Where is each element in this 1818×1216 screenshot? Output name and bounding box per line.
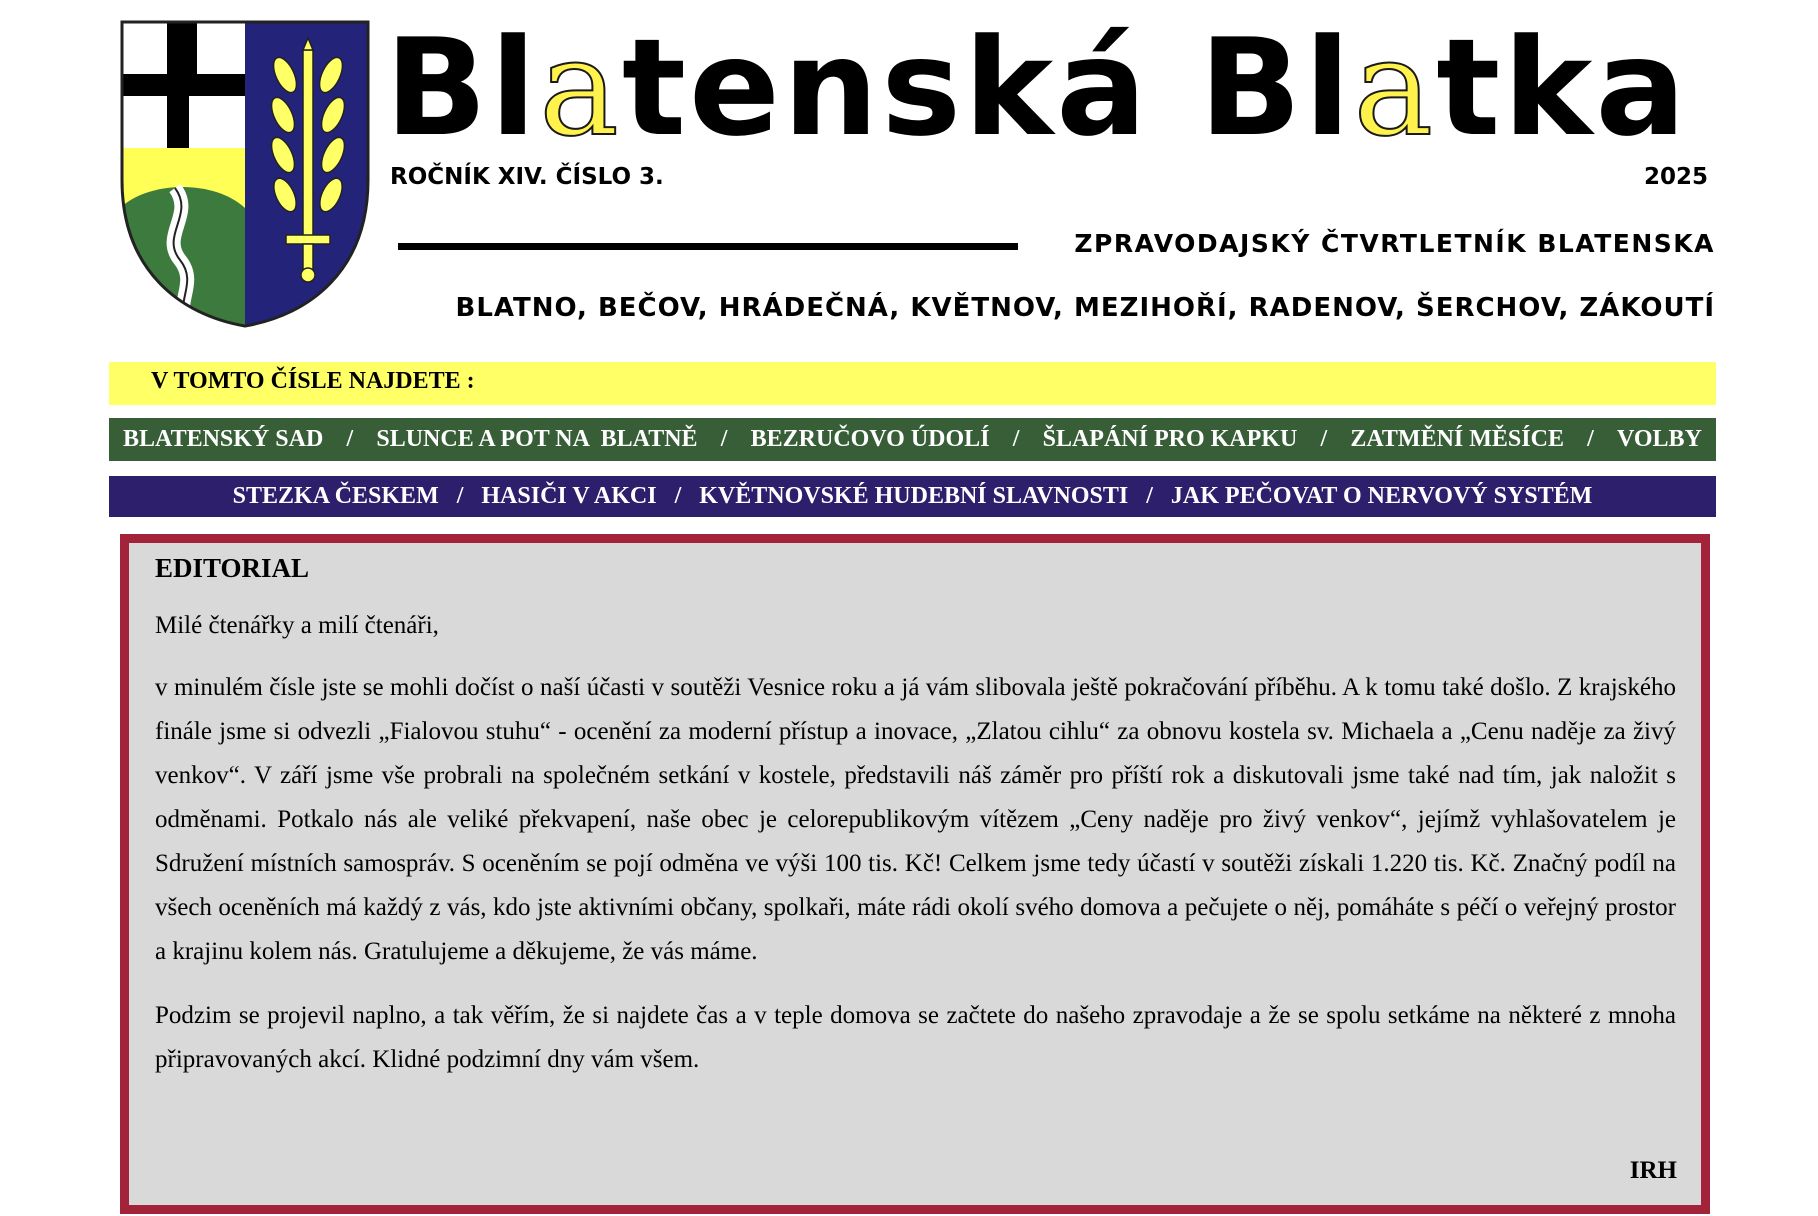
- issue-year: 2025: [1643, 164, 1708, 190]
- contents-label: V TOMTO ČÍSLE NAJDETE :: [151, 368, 475, 394]
- contents-item[interactable]: ZATMĚNÍ MĚSÍCE: [1350, 426, 1564, 452]
- editorial-greeting: Milé čtenářky a milí čtenáři,: [155, 612, 439, 639]
- contents-separator: /: [720, 426, 728, 452]
- contents-separator: /: [1146, 483, 1153, 509]
- newsletter-title: [385, 8, 1689, 168]
- contents-item[interactable]: SLUNCE A POT NA BLATNĚ: [376, 426, 698, 452]
- contents-item[interactable]: BEZRUČOVO ÚDOLÍ: [750, 426, 990, 452]
- contents-separator: /: [1320, 426, 1328, 452]
- title-text: tka: [1436, 10, 1689, 166]
- title-text: Bl: [385, 10, 540, 166]
- contents-row-1: [109, 418, 1716, 461]
- contents-label-bar: [109, 362, 1716, 405]
- contents-item[interactable]: JAK PEČOVAT O NERVOVÝ SYSTÉM: [1170, 483, 1593, 509]
- contents-separator: /: [1587, 426, 1594, 452]
- contents-row-2: [109, 476, 1716, 517]
- editorial-paragraph: v minulém čísle jste se mohli dočíst o naší účasti v soutěži Vesnice roku a já vám slibovala ještě pokračování příběhu. A k tomu také došlo. Z krajského finále jsme si odvezli „Fialovou stuhu“ - ocenění za moderní přístup a inovace, „Zlatou cihlu“ za obnovu kostela sv. Michaela a „Cenu naděje za živý venkov“. V září jsme vše probrali na společném setkání v kostele, představili náš záměr pro příští rok a diskutovali jsme také nad tím, jak naložit s odměnami. Potkalo nás ale veliké překvapení, naše obec je celorepublikovým vítězem „Ceny naděje pro živý venkov“, jejímž vyhlašovatelem je Sdružení místních samospráv. S oceněním se pojí odměna ve výši 100 tis. Kč! Celkem jsme tedy účastí v soutěži získali 1.220 tis. Kč. Značný podíl na všech oceněních má každý z vás, kdo jste aktivními občany, spolkaři, máte rádi okolí svého domova a pečujete o něj, pomáháte s péčí o veřejný prostor a krajinu kolem nás. Gratulujeme a děkujeme, že vás máme.: [155, 674, 1676, 965]
- coat-of-arms-emblem: [120, 20, 370, 330]
- contents-item[interactable]: STEZKA ČESKEM: [232, 483, 439, 509]
- title-accent-letter: a: [1353, 10, 1437, 166]
- newsletter-subtitle: ZPRAVODAJSKÝ ČTVRTLETNÍK BLATENSKA: [1074, 229, 1715, 258]
- editorial-signature: IRH: [1629, 1157, 1677, 1184]
- contents-item[interactable]: HASIČI V AKCI: [481, 483, 657, 509]
- editorial-paragraph: Podzim se projevil naplno, a tak věřím, že si najdete čas a v teple domova se začtete do našeho zpravodaje a že se spolu setkáme na některé z mnoha připravovaných akcí. Klidné podzimní dny vám všem.: [155, 1002, 1676, 1073]
- contents-separator: /: [1012, 426, 1020, 452]
- editorial-box: [120, 534, 1710, 1214]
- contents-item[interactable]: VOLBY: [1617, 426, 1702, 452]
- contents-separator: /: [674, 483, 682, 509]
- contents-item[interactable]: BLATENSKÝ SAD: [123, 426, 324, 452]
- issue-number: ROČNÍK XIV. ČÍSLO 3.: [390, 164, 664, 190]
- title-accent-letter: a: [539, 10, 622, 166]
- contents-item[interactable]: KVĚTNOVSKÉ HUDEBNÍ SLAVNOSTI: [699, 483, 1129, 509]
- editorial-heading: EDITORIAL: [155, 553, 310, 583]
- header-rule: [398, 243, 1018, 250]
- villages-list: BLATNO, BEČOV, HRÁDEČNÁ, KVĚTNOV, MEZIHOŘÍ, RADENOV, ŠERCHOV, ZÁKOUTÍ: [455, 293, 1715, 323]
- title-text: tenská Bl: [621, 10, 1354, 166]
- contents-separator: /: [346, 426, 354, 452]
- contents-item[interactable]: ŠLAPÁNÍ PRO KAPKU: [1042, 426, 1298, 452]
- contents-separator: /: [456, 483, 464, 509]
